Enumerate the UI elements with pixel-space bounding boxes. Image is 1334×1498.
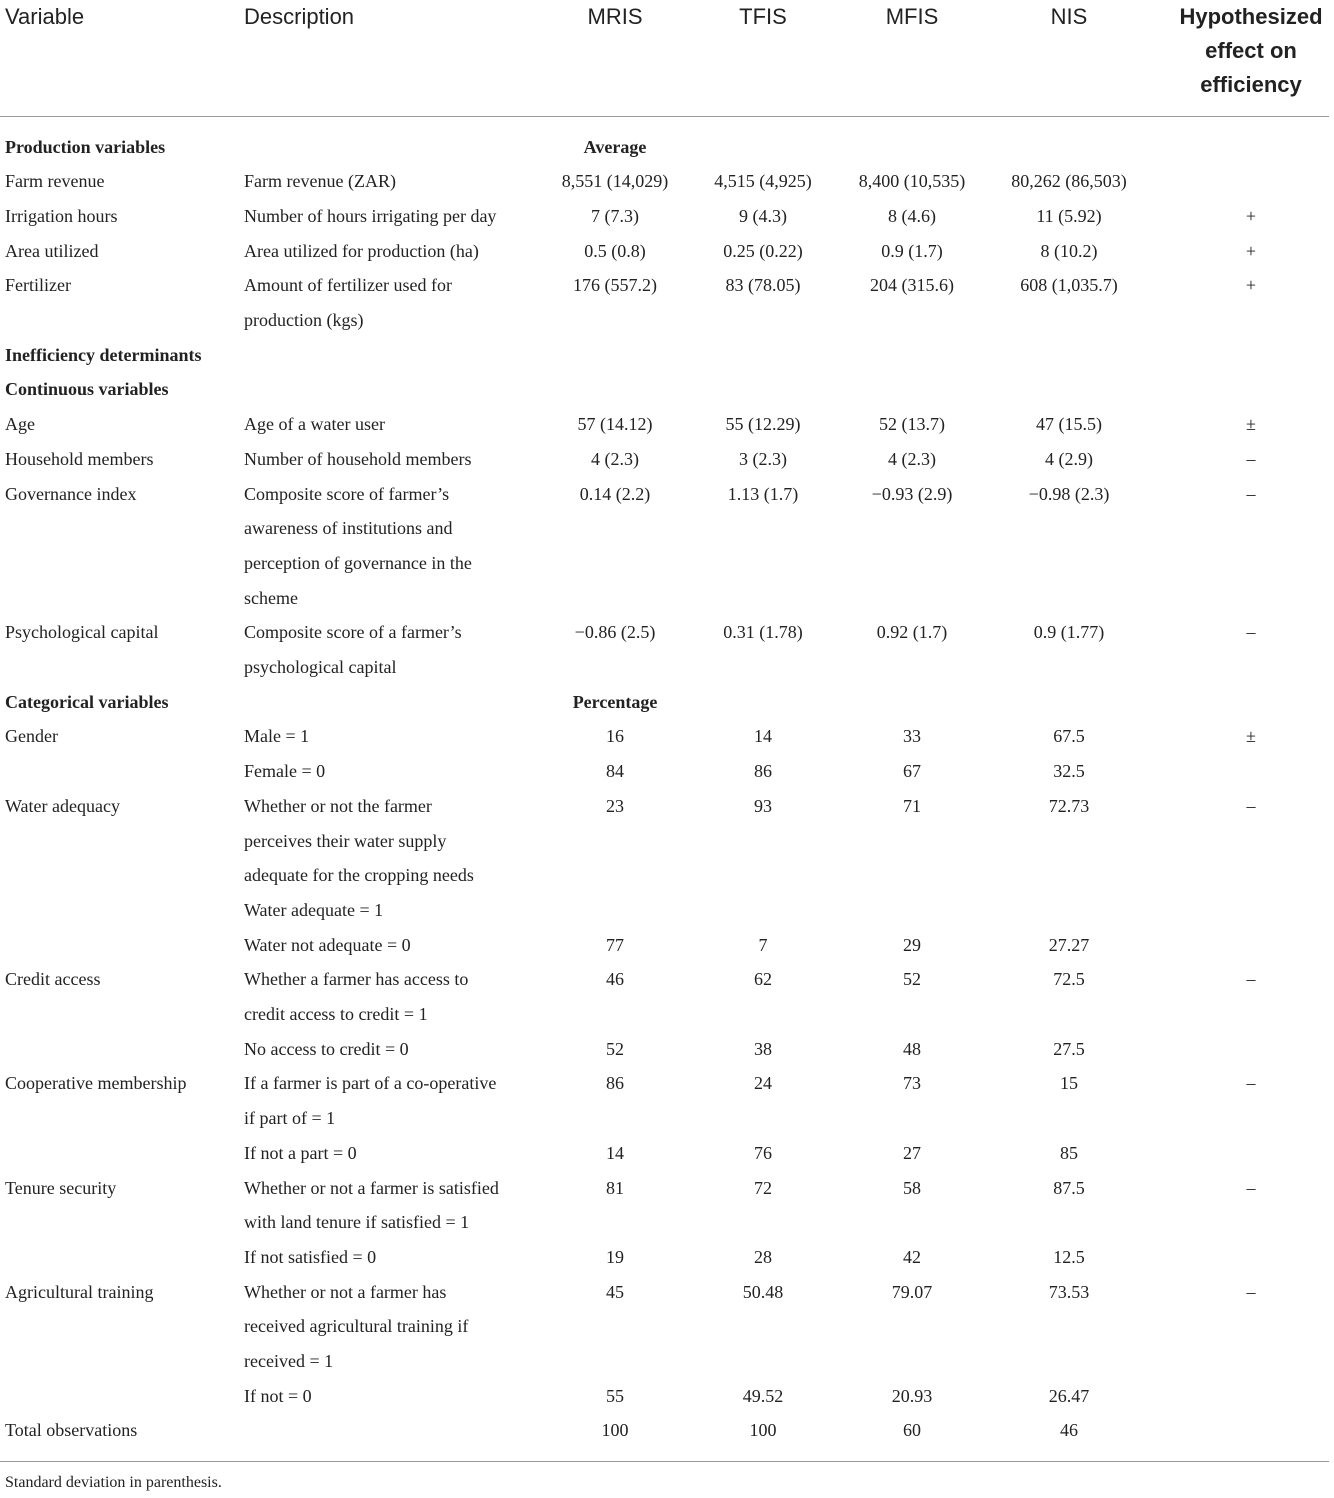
header-mfis: MFIS [885, 4, 939, 29]
cell-description: adequate for the cropping needs [244, 865, 474, 886]
section-subheading: Percentage [572, 691, 658, 712]
cell-variable: Tenure security [5, 1177, 117, 1198]
cell-hypothesized-effect: – [1246, 1177, 1256, 1198]
cell-mris: 86 [606, 1073, 624, 1094]
section-heading: Categorical variables [5, 691, 169, 712]
cell-hypothesized-effect: + [1245, 240, 1257, 261]
cell-hypothesized-effect: + [1245, 275, 1257, 296]
cell-mris: 19 [606, 1246, 624, 1267]
header-tfis: TFIS [739, 4, 787, 29]
cell-hypothesized-effect: – [1246, 622, 1256, 643]
cell-description: If not satisfied = 0 [244, 1246, 377, 1267]
cell-nis: 0.9 (1.77) [1033, 622, 1105, 643]
cell-nis: 8 (10.2) [1040, 240, 1098, 261]
header-description: Description [244, 4, 355, 29]
cell-tfis: 50.48 [742, 1281, 784, 1302]
cell-mfis: 42 [903, 1246, 921, 1267]
cell-mris: 176 (557.2) [573, 275, 657, 296]
cell-nis: 87.5 [1053, 1177, 1085, 1198]
cell-mfis: 4 (2.3) [888, 448, 936, 469]
section-subheading: Average [583, 136, 647, 157]
cell-nis: 32.5 [1053, 761, 1085, 782]
cell-mfis: 29 [903, 934, 921, 955]
cell-description: perception of governance in the [244, 552, 472, 573]
cell-tfis: 3 (2.3) [739, 448, 787, 469]
cell-description: Female = 0 [244, 761, 326, 782]
cell-description: with land tenure if satisfied = 1 [244, 1212, 470, 1233]
cell-nis: −0.98 (2.3) [1028, 483, 1110, 504]
cell-mfis: 8 (4.6) [888, 205, 936, 226]
cell-nis: 72.5 [1053, 969, 1085, 990]
cell-mris: 77 [606, 934, 624, 955]
cell-mris: 8,551 (14,029) [561, 171, 669, 192]
cell-mfis: 8,400 (10,535) [858, 171, 966, 192]
cell-description: Age of a water user [244, 414, 385, 435]
cell-variable: Agricultural training [5, 1281, 154, 1302]
header-hypothesized-line: efficiency [1200, 72, 1302, 97]
cell-nis: 80,262 (86,503) [1011, 171, 1127, 192]
cell-description: credit access to credit = 1 [244, 1004, 428, 1024]
cell-tfis: 62 [754, 969, 772, 990]
cell-nis: 26.47 [1048, 1385, 1090, 1406]
cell-nis: 4 (2.9) [1045, 448, 1093, 469]
cell-description: If not = 0 [244, 1385, 312, 1406]
cell-description: Composite score of farmer’s [244, 483, 450, 504]
cell-description: Composite score of a farmer’s [244, 622, 462, 643]
cell-mris: −0.86 (2.5) [574, 622, 656, 643]
cell-mris: 16 [606, 726, 624, 747]
cell-mris: 23 [606, 795, 624, 816]
cell-variable: Psychological capital [5, 622, 159, 643]
bottom-rule [0, 1461, 1329, 1462]
cell-mfis: 67 [903, 761, 921, 782]
cell-nis: 12.5 [1053, 1246, 1085, 1267]
cell-description: psychological capital [244, 657, 397, 677]
cell-hypothesized-effect: – [1246, 448, 1256, 469]
cell-nis: 27.27 [1048, 934, 1090, 955]
cell-mris: 81 [606, 1177, 624, 1198]
cell-mris: 14 [606, 1142, 624, 1163]
cell-tfis: 24 [754, 1073, 772, 1094]
cell-tfis: 7 [758, 934, 768, 955]
cell-mris: 57 (14.12) [577, 414, 653, 435]
cell-description: Male = 1 [244, 726, 310, 747]
section-heading: Continuous variables [5, 379, 169, 400]
cell-mfis: 33 [903, 726, 921, 747]
cell-hypothesized-effect: ± [1246, 414, 1256, 435]
header-rule [0, 116, 1329, 117]
cell-variable: Area utilized [5, 240, 99, 261]
cell-tfis: 55 (12.29) [725, 414, 801, 435]
cell-mfis: 204 (315.6) [870, 275, 954, 296]
cell-variable: Credit access [5, 969, 101, 990]
cell-description: Area utilized for production (ha) [244, 240, 479, 261]
cell-hypothesized-effect: – [1246, 795, 1256, 816]
cell-nis: 46 [1060, 1420, 1078, 1441]
cell-description: received agricultural training if [244, 1316, 469, 1337]
cell-tfis: 1.13 (1.7) [727, 483, 799, 504]
header-variable: Variable [5, 4, 85, 29]
cell-description: Whether or not the farmer [244, 795, 432, 816]
cell-variable: Gender [5, 726, 58, 747]
cell-description: If a farmer is part of a co-operative [244, 1073, 497, 1094]
cell-nis: 72.73 [1048, 795, 1090, 816]
cell-variable: Water adequacy [5, 795, 120, 816]
cell-description: if part of = 1 [244, 1108, 336, 1129]
cell-nis: 85 [1060, 1142, 1078, 1163]
header-hypothesized-line: effect on [1205, 38, 1297, 63]
cell-description: received = 1 [244, 1351, 334, 1371]
cell-description: Amount of fertilizer used for [244, 275, 452, 296]
cell-mfis: 27 [903, 1142, 921, 1163]
cell-hypothesized-effect: – [1246, 483, 1256, 504]
cell-description: Water not adequate = 0 [244, 934, 411, 955]
cell-description: awareness of institutions and [244, 518, 453, 539]
cell-tfis: 76 [754, 1142, 772, 1163]
cell-mfis: 60 [903, 1420, 921, 1441]
cell-tfis: 86 [754, 761, 772, 782]
cell-nis: 27.5 [1053, 1038, 1085, 1059]
cell-mfis: 0.9 (1.7) [881, 240, 943, 261]
cell-mris: 55 [606, 1385, 624, 1406]
section-heading: Inefficiency determinants [5, 344, 202, 365]
cell-variable: Age [5, 414, 35, 435]
cell-mfis: 71 [903, 795, 921, 816]
cell-variable: Governance index [5, 483, 137, 504]
cell-variable: Irrigation hours [5, 205, 118, 226]
cell-description: Number of household members [244, 448, 472, 469]
cell-mfis: 48 [903, 1038, 921, 1059]
cell-description: production (kgs) [244, 310, 364, 330]
cell-mris: 46 [606, 969, 624, 990]
cell-variable: Cooperative membership [5, 1073, 187, 1094]
cell-mfis: 20.93 [891, 1385, 933, 1406]
cell-tfis: 49.52 [742, 1385, 784, 1406]
cell-variable: Farm revenue [5, 171, 105, 192]
cell-tfis: 28 [754, 1246, 772, 1267]
cell-variable: Fertilizer [5, 275, 71, 296]
cell-mfis: 58 [903, 1177, 921, 1198]
cell-mfis: 52 [903, 969, 921, 990]
cell-mris: 100 [601, 1420, 629, 1441]
cell-tfis: 4,515 (4,925) [714, 171, 812, 192]
cell-description: Whether a farmer has access to [244, 969, 469, 990]
cell-mris: 0.5 (0.8) [584, 240, 646, 261]
cell-mris: 4 (2.3) [591, 448, 639, 469]
cell-hypothesized-effect: ± [1246, 726, 1256, 747]
cell-mris: 84 [606, 761, 624, 782]
section-heading: Production variables [5, 136, 166, 157]
cell-mris: 0.14 (2.2) [579, 483, 651, 504]
cell-nis: 608 (1,035.7) [1020, 275, 1118, 296]
cell-tfis: 14 [754, 726, 772, 747]
cell-mfis: −0.93 (2.9) [871, 483, 953, 504]
table-header [0, 0, 1334, 116]
cell-mfis: 52 (13.7) [879, 414, 945, 435]
cell-nis: 15 [1060, 1073, 1078, 1094]
cell-description: Water adequate = 1 [244, 899, 384, 920]
cell-tfis: 0.25 (0.22) [723, 240, 803, 261]
cell-nis: 11 (5.92) [1036, 205, 1102, 226]
cell-description: perceives their water supply [244, 830, 447, 851]
cell-hypothesized-effect: – [1246, 969, 1256, 990]
cell-mfis: 79.07 [891, 1281, 933, 1302]
cell-description: Number of hours irrigating per day [244, 205, 497, 226]
cell-tfis: 93 [754, 795, 772, 816]
cell-variable: Total observations [5, 1420, 138, 1441]
table-footnote: Standard deviation in parenthesis. [5, 1474, 222, 1491]
cell-tfis: 83 (78.05) [725, 275, 801, 296]
cell-nis: 67.5 [1053, 726, 1085, 747]
cell-mris: 7 (7.3) [591, 205, 639, 226]
cell-mris: 52 [606, 1038, 624, 1059]
cell-description: Whether or not a farmer has [244, 1281, 447, 1302]
cell-description: scheme [244, 587, 298, 608]
header-hypothesized-line: Hypothesized [1179, 4, 1323, 29]
cell-tfis: 0.31 (1.78) [723, 622, 803, 643]
header-nis: NIS [1050, 4, 1088, 29]
header-mris: MRIS [587, 4, 643, 29]
cell-tfis: 38 [754, 1038, 772, 1059]
cell-description: Whether or not a farmer is satisfied [244, 1177, 499, 1198]
cell-description: No access to credit = 0 [244, 1038, 409, 1059]
cell-mfis: 0.92 (1.7) [876, 622, 948, 643]
cell-variable: Household members [5, 448, 154, 469]
cell-mfis: 73 [903, 1073, 921, 1094]
cell-hypothesized-effect: – [1246, 1073, 1256, 1094]
cell-tfis: 72 [754, 1177, 772, 1198]
header-hypothesized-effect [1179, 0, 1322, 102]
cell-mris: 45 [606, 1281, 624, 1302]
cell-tfis: 100 [749, 1420, 777, 1441]
cell-description: If not a part = 0 [244, 1142, 357, 1163]
cell-description: Farm revenue (ZAR) [244, 171, 396, 192]
cell-nis: 73.53 [1048, 1281, 1090, 1302]
cell-tfis: 9 (4.3) [739, 205, 787, 226]
cell-hypothesized-effect: – [1246, 1281, 1256, 1302]
cell-hypothesized-effect: + [1245, 205, 1257, 226]
cell-nis: 47 (15.5) [1036, 414, 1102, 435]
